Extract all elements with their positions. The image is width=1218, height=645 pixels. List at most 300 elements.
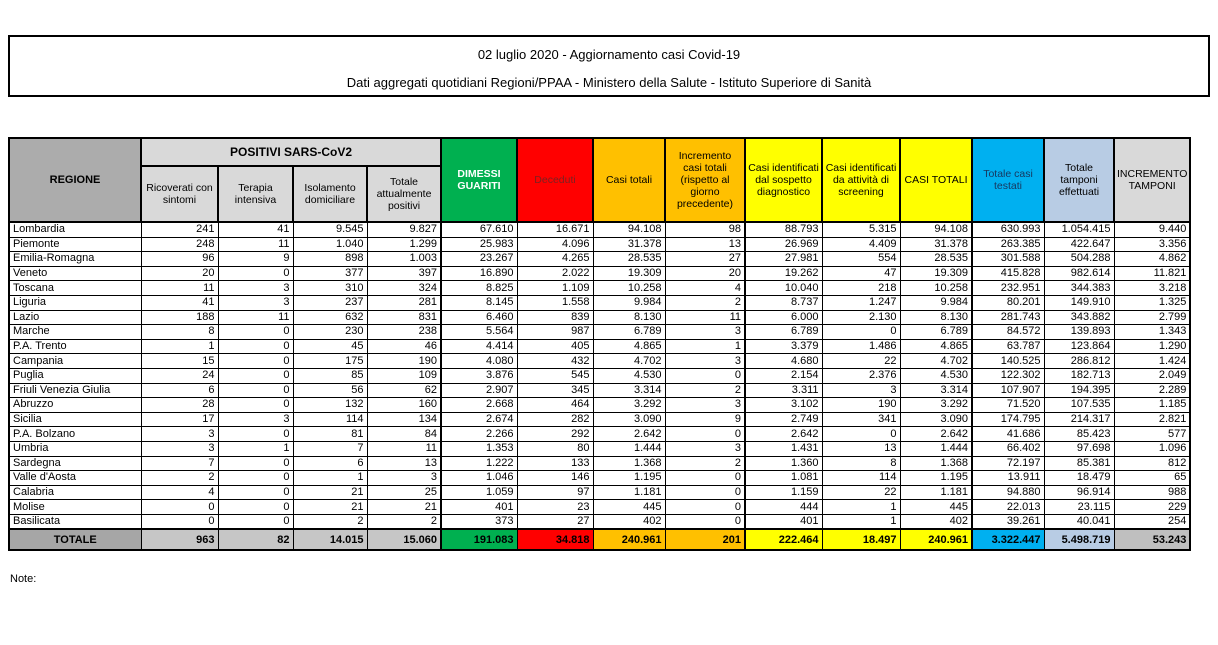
value-cell: 4.530 [900,368,972,383]
value-cell: 4.702 [593,354,665,369]
value-cell: 22.013 [972,500,1044,515]
value-cell: 1 [822,500,900,515]
value-cell: 4.862 [1114,252,1190,267]
value-cell: 13.911 [972,471,1044,486]
value-cell: 2.022 [517,266,593,281]
value-cell: 6.460 [441,310,517,325]
value-cell: 88.793 [745,222,822,237]
value-cell: 2.376 [822,368,900,383]
value-cell: 344.383 [1044,281,1114,296]
value-cell: 3 [218,281,293,296]
value-cell: 81 [293,427,367,442]
total-value-cell: 14.015 [293,529,367,550]
value-cell: 324 [367,281,441,296]
value-cell: 0 [665,485,745,500]
value-cell: 229 [1114,500,1190,515]
value-cell: 445 [900,500,972,515]
value-cell: 402 [900,514,972,529]
value-cell: 1.195 [593,471,665,486]
value-cell: 94.108 [593,222,665,237]
total-value-cell: 15.060 [367,529,441,550]
value-cell: 94.880 [972,485,1044,500]
value-cell: 444 [745,500,822,515]
value-cell: 1 [822,514,900,529]
value-cell: 84.572 [972,325,1044,340]
value-cell: 345 [517,383,593,398]
value-cell: 1.558 [517,295,593,310]
value-cell: 11 [218,237,293,252]
value-cell: 1.181 [900,485,972,500]
value-cell: 238 [367,325,441,340]
col-header-incremento-casi: Incremento casi totali (rispetto al giorno precedente) [665,138,745,222]
region-cell: Abruzzo [9,398,141,413]
value-cell: 2.668 [441,398,517,413]
region-cell: Molise [9,500,141,515]
value-cell: 282 [517,412,593,427]
value-cell: 13 [665,237,745,252]
value-cell: 402 [593,514,665,529]
value-cell: 3 [665,441,745,456]
value-cell: 2.130 [822,310,900,325]
value-cell: 2 [665,456,745,471]
value-cell: 341 [822,412,900,427]
value-cell: 4.530 [593,368,665,383]
value-cell: 6 [293,456,367,471]
value-cell: 85 [293,368,367,383]
value-cell: 84 [367,427,441,442]
value-cell: 432 [517,354,593,369]
total-value-cell: 18.497 [822,529,900,550]
value-cell: 401 [441,500,517,515]
value-cell: 554 [822,252,900,267]
value-cell: 1.431 [745,441,822,456]
total-value-cell: 963 [141,529,218,550]
region-cell: Friuli Venezia Giulia [9,383,141,398]
value-cell: 2 [141,471,218,486]
value-cell: 3 [218,295,293,310]
col-header-dimessi-guariti: DIMESSI GUARITI [441,138,517,222]
value-cell: 72.197 [972,456,1044,471]
value-cell: 1.185 [1114,398,1190,413]
value-cell: 41.686 [972,427,1044,442]
title-line-1: 02 luglio 2020 - Aggiornamento casi Covid-19 [477,47,741,62]
value-cell: 1 [141,339,218,354]
region-cell: Umbria [9,441,141,456]
value-cell: 422.647 [1044,237,1114,252]
col-header-casi-totali: Casi totali [593,138,665,222]
col-header-attualmente-positivi: Totale attualmente positivi [367,166,441,222]
value-cell: 175 [293,354,367,369]
value-cell: 4.865 [593,339,665,354]
value-cell: 23.115 [1044,500,1114,515]
value-cell: 140.525 [972,354,1044,369]
value-cell: 0 [218,427,293,442]
value-cell: 11.821 [1114,266,1190,281]
value-cell: 1.299 [367,237,441,252]
value-cell: 107.907 [972,383,1044,398]
value-cell: 3 [822,383,900,398]
table-row [9,485,1190,500]
group-header-positivi: POSITIVI SARS-CoV2 [141,138,441,166]
value-cell: 3 [367,471,441,486]
value-cell: 56 [293,383,367,398]
value-cell: 405 [517,339,593,354]
value-cell: 2.642 [900,427,972,442]
col-header-regione: REGIONE [9,138,141,222]
value-cell: 0 [141,500,218,515]
value-cell: 21 [293,485,367,500]
value-cell: 97.698 [1044,441,1114,456]
value-cell: 24 [141,368,218,383]
value-cell: 114 [293,412,367,427]
region-cell: Marche [9,325,141,340]
value-cell: 9.545 [293,222,367,237]
value-cell: 3.090 [900,412,972,427]
col-header-incremento-tamponi: INCREMENTO TAMPONI [1114,138,1190,222]
value-cell: 263.385 [972,237,1044,252]
col-header-casi-testati: Totale casi testati [972,138,1044,222]
value-cell: 16.671 [517,222,593,237]
value-cell: 4.080 [441,354,517,369]
region-cell: Puglia [9,368,141,383]
value-cell: 377 [293,266,367,281]
region-cell: Toscana [9,281,141,296]
value-cell: 0 [665,514,745,529]
value-cell: 4 [665,281,745,296]
value-cell: 218 [822,281,900,296]
total-value-cell: 5.498.719 [1044,529,1114,550]
value-cell: 2.674 [441,412,517,427]
table-row [9,310,1190,325]
value-cell: 0 [218,514,293,529]
table-row [9,514,1190,529]
value-cell: 25 [367,485,441,500]
value-cell: 67.610 [441,222,517,237]
value-cell: 31.378 [900,237,972,252]
value-cell: 28.535 [593,252,665,267]
value-cell: 281 [367,295,441,310]
table-row [9,471,1190,486]
value-cell: 1.343 [1114,325,1190,340]
region-cell: P.A. Bolzano [9,427,141,442]
value-cell: 3.314 [593,383,665,398]
title-box [8,35,1210,97]
value-cell: 3 [665,398,745,413]
region-cell: Calabria [9,485,141,500]
value-cell: 9.440 [1114,222,1190,237]
value-cell: 3.292 [900,398,972,413]
value-cell: 20 [665,266,745,281]
value-cell: 254 [1114,514,1190,529]
value-cell: 415.828 [972,266,1044,281]
value-cell: 47 [822,266,900,281]
value-cell: 898 [293,252,367,267]
value-cell: 982.614 [1044,266,1114,281]
value-cell: 0 [218,500,293,515]
region-cell: Veneto [9,266,141,281]
value-cell: 248 [141,237,218,252]
value-cell: 2.799 [1114,310,1190,325]
value-cell: 27 [517,514,593,529]
value-cell: 301.588 [972,252,1044,267]
region-cell: Basilicata [9,514,141,529]
value-cell: 3 [141,441,218,456]
value-cell: 445 [593,500,665,515]
value-cell: 230 [293,325,367,340]
value-cell: 504.288 [1044,252,1114,267]
value-cell: 545 [517,368,593,383]
col-header-ricoverati: Ricoverati con sintomi [141,166,218,222]
value-cell: 27 [665,252,745,267]
region-cell: Emilia-Romagna [9,252,141,267]
value-cell: 190 [822,398,900,413]
covid-data-table [8,137,1191,551]
total-value-cell: 82 [218,529,293,550]
value-cell: 23.267 [441,252,517,267]
table-row [9,398,1190,413]
value-cell: 139.893 [1044,325,1114,340]
value-cell: 65 [1114,471,1190,486]
table-row [9,412,1190,427]
value-cell: 632 [293,310,367,325]
table-row [9,295,1190,310]
value-cell: 1.353 [441,441,517,456]
value-cell: 2.749 [745,412,822,427]
value-cell: 15 [141,354,218,369]
table-body [9,222,1190,550]
value-cell: 0 [218,383,293,398]
value-cell: 8.130 [900,310,972,325]
value-cell: 1.424 [1114,354,1190,369]
value-cell: 464 [517,398,593,413]
value-cell: 2 [293,514,367,529]
value-cell: 4.702 [900,354,972,369]
value-cell: 8.145 [441,295,517,310]
total-value-cell: 240.961 [900,529,972,550]
value-cell: 21 [367,500,441,515]
value-cell: 27.981 [745,252,822,267]
value-cell: 1.368 [900,456,972,471]
value-cell: 2.266 [441,427,517,442]
value-cell: 1.247 [822,295,900,310]
total-value-cell: 3.322.447 [972,529,1044,550]
value-cell: 1.325 [1114,295,1190,310]
value-cell: 0 [665,368,745,383]
value-cell: 13 [367,456,441,471]
value-cell: 1.360 [745,456,822,471]
value-cell: 286.812 [1044,354,1114,369]
value-cell: 2.289 [1114,383,1190,398]
value-cell: 23 [517,500,593,515]
value-cell: 1.096 [1114,441,1190,456]
value-cell: 292 [517,427,593,442]
value-cell: 0 [665,427,745,442]
region-cell: Valle d'Aosta [9,471,141,486]
value-cell: 7 [141,456,218,471]
total-value-cell: 240.961 [593,529,665,550]
value-cell: 6.789 [593,325,665,340]
value-cell: 182.713 [1044,368,1114,383]
value-cell: 6.789 [745,325,822,340]
value-cell: 373 [441,514,517,529]
value-cell: 8.825 [441,281,517,296]
col-header-attivita-screening: Casi identificati da attività di screening [822,138,900,222]
value-cell: 343.882 [1044,310,1114,325]
value-cell: 839 [517,310,593,325]
table-row [9,237,1190,252]
table-row [9,456,1190,471]
value-cell: 19.309 [593,266,665,281]
value-cell: 11 [218,310,293,325]
value-cell: 123.864 [1044,339,1114,354]
value-cell: 1.159 [745,485,822,500]
value-cell: 109 [367,368,441,383]
value-cell: 4.409 [822,237,900,252]
region-cell: Piemonte [9,237,141,252]
total-value-cell: 222.464 [745,529,822,550]
value-cell: 9 [218,252,293,267]
value-cell: 66.402 [972,441,1044,456]
value-cell: 2 [665,383,745,398]
value-cell: 3 [665,325,745,340]
value-cell: 2.154 [745,368,822,383]
table-row [9,427,1190,442]
value-cell: 107.535 [1044,398,1114,413]
value-cell: 4.265 [517,252,593,267]
table-row [9,325,1190,340]
table-row [9,354,1190,369]
value-cell: 17 [141,412,218,427]
table-row [9,281,1190,296]
value-cell: 1 [218,441,293,456]
region-cell: Lombardia [9,222,141,237]
value-cell: 214.317 [1044,412,1114,427]
value-cell: 8 [822,456,900,471]
value-cell: 9.827 [367,222,441,237]
region-cell: P.A. Trento [9,339,141,354]
value-cell: 188 [141,310,218,325]
value-cell: 7 [293,441,367,456]
value-cell: 122.302 [972,368,1044,383]
value-cell: 98 [665,222,745,237]
value-cell: 1.195 [900,471,972,486]
value-cell: 11 [141,281,218,296]
value-cell: 6.789 [900,325,972,340]
value-cell: 0 [218,398,293,413]
value-cell: 0 [218,266,293,281]
region-cell: Lazio [9,310,141,325]
value-cell: 96 [141,252,218,267]
value-cell: 39.261 [972,514,1044,529]
value-cell: 2.642 [593,427,665,442]
value-cell: 0 [141,514,218,529]
table-row [9,441,1190,456]
value-cell: 5.564 [441,325,517,340]
value-cell: 1.003 [367,252,441,267]
value-cell: 3.102 [745,398,822,413]
value-cell: 10.258 [900,281,972,296]
value-cell: 577 [1114,427,1190,442]
value-cell: 4.680 [745,354,822,369]
value-cell: 630.993 [972,222,1044,237]
region-cell: Sicilia [9,412,141,427]
value-cell: 3.311 [745,383,822,398]
value-cell: 1.081 [745,471,822,486]
value-cell: 97 [517,485,593,500]
value-cell: 194.395 [1044,383,1114,398]
value-cell: 146 [517,471,593,486]
value-cell: 9 [665,412,745,427]
value-cell: 94.108 [900,222,972,237]
value-cell: 3.379 [745,339,822,354]
value-cell: 1 [665,339,745,354]
value-cell: 19.309 [900,266,972,281]
value-cell: 2.642 [745,427,822,442]
table-header [9,138,1190,222]
value-cell: 0 [218,368,293,383]
value-cell: 232.951 [972,281,1044,296]
value-cell: 1.054.415 [1044,222,1114,237]
value-cell: 25.983 [441,237,517,252]
value-cell: 160 [367,398,441,413]
value-cell: 812 [1114,456,1190,471]
col-header-casi-totali-caps: CASI TOTALI [900,138,972,222]
value-cell: 0 [218,354,293,369]
value-cell: 3 [141,427,218,442]
value-cell: 3.356 [1114,237,1190,252]
value-cell: 45 [293,339,367,354]
value-cell: 16.890 [441,266,517,281]
value-cell: 0 [822,427,900,442]
value-cell: 11 [665,310,745,325]
value-cell: 133 [517,456,593,471]
value-cell: 3.218 [1114,281,1190,296]
value-cell: 132 [293,398,367,413]
value-cell: 22 [822,485,900,500]
value-cell: 1.040 [293,237,367,252]
value-cell: 2 [665,295,745,310]
total-row [9,529,1190,550]
title-line-2: Dati aggregati quotidiani Regioni/PPAA - Ministero della Salute - Istituto Superiore di Sanità [346,75,872,90]
value-cell: 0 [665,500,745,515]
value-cell: 20 [141,266,218,281]
value-cell: 26.969 [745,237,822,252]
col-header-deceduti: Deceduti [517,138,593,222]
value-cell: 71.520 [972,398,1044,413]
value-cell: 1.444 [593,441,665,456]
value-cell: 3.876 [441,368,517,383]
value-cell: 9.984 [900,295,972,310]
value-cell: 18.479 [1044,471,1114,486]
total-value-cell: 34.818 [517,529,593,550]
value-cell: 2.907 [441,383,517,398]
col-header-tamponi-effettuati: Totale tamponi effettuati [1044,138,1114,222]
value-cell: 4 [141,485,218,500]
total-value-cell: 191.083 [441,529,517,550]
value-cell: 3 [665,354,745,369]
total-label-cell: TOTALE [9,529,141,550]
value-cell: 134 [367,412,441,427]
value-cell: 10.040 [745,281,822,296]
value-cell: 190 [367,354,441,369]
region-cell: Sardegna [9,456,141,471]
value-cell: 13 [822,441,900,456]
value-cell: 22 [822,354,900,369]
value-cell: 19.262 [745,266,822,281]
value-cell: 149.910 [1044,295,1114,310]
table-row [9,252,1190,267]
value-cell: 63.787 [972,339,1044,354]
